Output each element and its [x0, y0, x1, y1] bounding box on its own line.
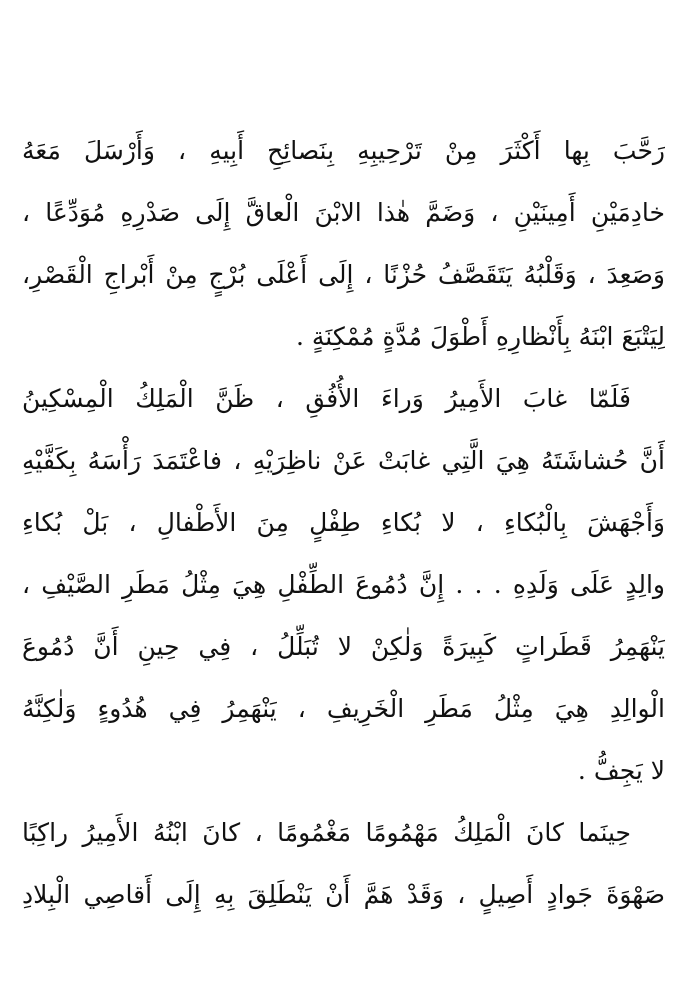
text-line: لِيَتْبَعَ ابْنَهُ بِأَنْظارِهِ أَطْوَلَ مُدَّةٍ مُمْكِنَةٍ . — [296, 322, 665, 351]
text-line: حِينَما كانَ الْمَلِكُ مَهْمُومًا مَغْمُومًا ، كانَ ابْنُهُ الأَمِيرُ راكِبًا — [22, 818, 631, 847]
text-line: وَأَجْهَشَ بِالْبُكاءِ ، لا بُكاءِ طِفْلٍ مِنَ الأَطْفالِ ، بَلْ بُكاءِ — [22, 508, 665, 537]
text-line: صَهْوَةَ جَوادٍ أَصِيلٍ ، وَقَدْ هَمَّ أَنْ يَنْطَلِقَ بِهِ إِلَى أَقاصِي الْبِلادِ — [22, 880, 665, 909]
text-line: وَصَعِدَ ، وَقَلْبُهُ يَتَقَصَّفُ حُزْنًا ، إِلَى أَعْلَى بُرْجٍ مِنْ أَبْراجِ الْقَصْرِ، — [22, 260, 665, 289]
text-line: خادِمَيْنِ أَمِينَيْنِ ، وَضَمَّ هٰذا الابْنَ الْعاقَّ إِلَى صَدْرِهِ مُوَدِّعًا ، — [22, 198, 665, 227]
text-line: فَلَمّا غابَ الأَمِيرُ وَراءَ الأُفُقِ ، ظَنَّ الْمَلِكُ الْمِسْكِينُ — [22, 384, 631, 413]
paragraph-1 — [22, 120, 665, 368]
text-line: الْوالِدِ هِيَ مِثْلُ مَطَرِ الْخَرِيفِ ، يَنْهَمِرُ فِي هُدُوءٍ وَلٰكِنَّهُ — [22, 694, 665, 723]
text-line: يَنْهَمِرُ قَطَراتٍ كَبِيرَةً وَلٰكِنْ لا تُبَلِّلُ ، فِي حِينِ أَنَّ دُمُوعَ — [22, 632, 665, 661]
text-line: أَنَّ حُشاشَتَهُ هِيَ الَّتِي غابَتْ عَنْ ناظِرَيْهِ ، فاعْتَمَدَ رَأْسَهُ بِكَفَّيْهِ — [22, 446, 665, 475]
text-line: لا يَجِفُّ . — [577, 756, 665, 785]
text-line: رَحَّبَ بِها أَكْثَرَ مِنْ تَرْحِيبِهِ بِنَصائِحِ أَبِيهِ ، وَأَرْسَلَ مَعَهُ — [22, 136, 665, 165]
text-line: والِدٍ عَلَى وَلَدِهِ . . . إِنَّ دُمُوعَ الطِّفْلِ هِيَ مِثْلُ مَطَرِ الصَّيْفِ ، — [22, 570, 665, 599]
paragraph-3 — [22, 802, 665, 926]
paragraph-2 — [22, 368, 665, 802]
